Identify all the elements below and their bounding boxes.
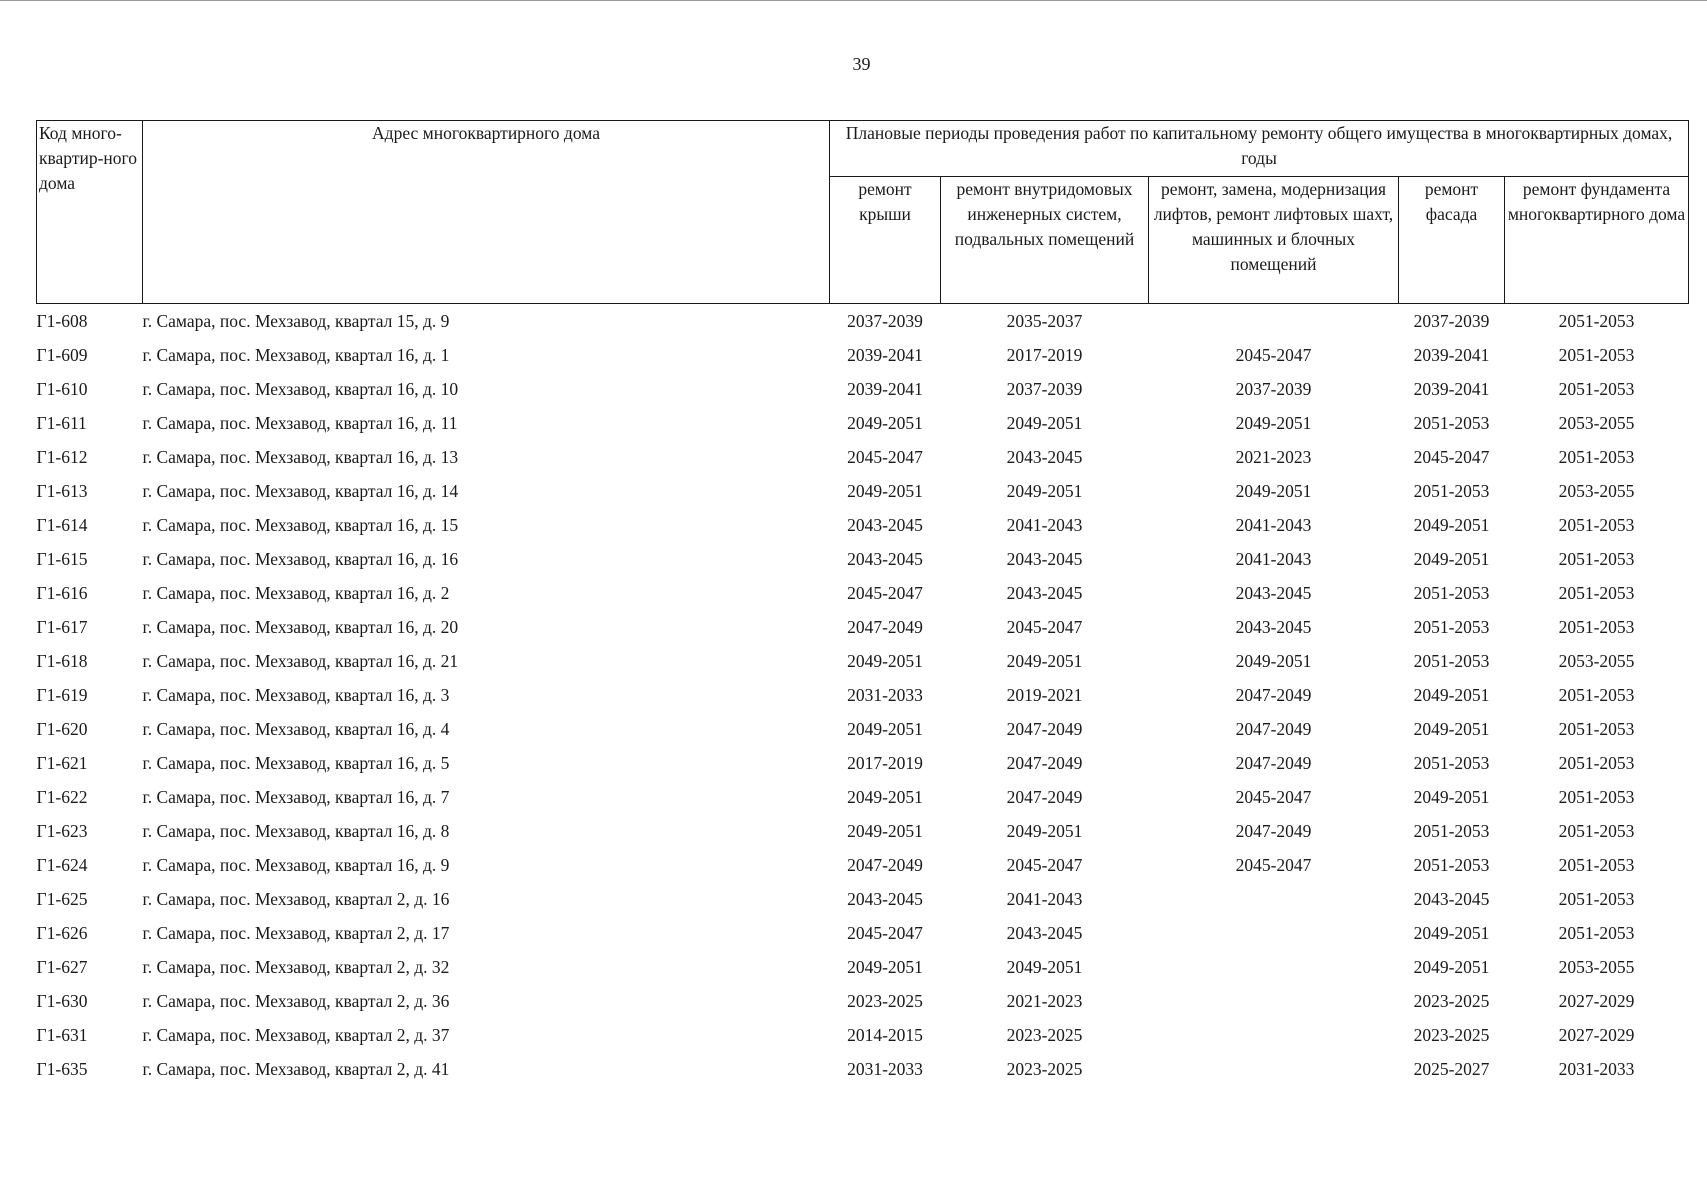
- cell-engineering: 2043-2045: [1006, 446, 1083, 467]
- cell-address: г. Самара, пос. Мехзавод, квартал 16, д. 7: [142, 786, 450, 807]
- cell-engineering: 2047-2049: [1006, 752, 1083, 773]
- cell-lifts: [1149, 950, 1399, 984]
- cell-address: г. Самара, пос. Мехзавод, квартал 16, д. 15: [142, 514, 459, 535]
- cell-facade: 2049-2051: [1413, 922, 1490, 943]
- cell-address: г. Самара, пос. Мехзавод, квартал 2, д. 17: [142, 922, 450, 943]
- cell-address: г. Самара, пос. Мехзавод, квартал 16, д. 9: [142, 854, 450, 875]
- cell-address: г. Самара, пос. Мехзавод, квартал 16, д. 1: [142, 344, 450, 365]
- cell-foundation: 2051-2053: [1558, 446, 1635, 467]
- cell-facade: 2025-2027: [1413, 1058, 1490, 1079]
- cell-engineering: 2049-2051: [1006, 820, 1083, 841]
- cell-address: г. Самара, пос. Мехзавод, квартал 16, д. 4: [142, 718, 450, 739]
- cell-lifts: 2049-2051: [1235, 412, 1312, 433]
- cell-foundation: 2051-2053: [1558, 378, 1635, 399]
- cell-facade: 2043-2045: [1413, 888, 1490, 909]
- cell-engineering: 2035-2037: [1006, 310, 1083, 331]
- cell-roof: 2049-2051: [847, 820, 923, 841]
- table-row: [37, 984, 1689, 1018]
- cell-facade: 2039-2041: [1413, 378, 1490, 399]
- cell-engineering: 2041-2043: [1006, 514, 1083, 535]
- cell-foundation: 2053-2055: [1558, 650, 1635, 671]
- cell-engineering: 2049-2051: [1006, 650, 1083, 671]
- cell-lifts: 2043-2045: [1235, 582, 1312, 603]
- cell-foundation: 2051-2053: [1558, 344, 1635, 365]
- table-row: [37, 338, 1689, 372]
- header-roof: ремонт крыши: [830, 177, 941, 304]
- table-row: [37, 508, 1689, 542]
- cell-facade: 2049-2051: [1413, 684, 1490, 705]
- table-row: [37, 1018, 1689, 1052]
- table-row: [37, 372, 1689, 406]
- cell-roof: 2049-2051: [847, 718, 923, 739]
- cell-address: г. Самара, пос. Мехзавод, квартал 16, д. 5: [142, 752, 450, 773]
- cell-lifts: 2047-2049: [1235, 684, 1312, 705]
- cell-foundation: 2051-2053: [1558, 582, 1635, 603]
- table-row: [37, 916, 1689, 950]
- cell-address: г. Самара, пос. Мехзавод, квартал 16, д. 20: [142, 616, 459, 637]
- cell-engineering: 2043-2045: [1006, 922, 1083, 943]
- cell-roof: 2049-2051: [847, 480, 923, 501]
- header-facade: ремонт фасада: [1399, 177, 1505, 304]
- cell-facade: 2051-2053: [1413, 650, 1490, 671]
- cell-facade: 2051-2053: [1413, 582, 1490, 603]
- cell-facade: 2023-2025: [1413, 990, 1490, 1011]
- header-lifts: ремонт, замена, модернизация лифтов, ремонт лифтовых шахт, машинных и блочных помещений: [1149, 177, 1399, 304]
- cell-lifts: [1149, 1052, 1399, 1086]
- cell-lifts: 2049-2051: [1235, 480, 1312, 501]
- cell-foundation: 2027-2029: [1558, 1024, 1635, 1045]
- table-row: [37, 950, 1689, 984]
- cell-foundation: 2053-2055: [1558, 956, 1635, 977]
- cell-code: Г1-620: [36, 718, 88, 739]
- page-number: 39: [852, 54, 871, 74]
- table-row: [37, 848, 1689, 882]
- cell-code: Г1-611: [36, 412, 87, 433]
- cell-roof: 2045-2047: [847, 446, 923, 467]
- cell-roof: 2039-2041: [847, 378, 923, 399]
- table-row: [37, 474, 1689, 508]
- cell-facade: 2023-2025: [1413, 1024, 1490, 1045]
- cell-code: Г1-627: [36, 956, 88, 977]
- cell-code: Г1-635: [36, 1058, 88, 1079]
- cell-lifts: 2041-2043: [1235, 548, 1312, 569]
- cell-foundation: 2053-2055: [1558, 412, 1635, 433]
- cell-foundation: 2053-2055: [1558, 480, 1635, 501]
- cell-facade: 2051-2053: [1413, 854, 1490, 875]
- cell-facade: 2051-2053: [1413, 616, 1490, 637]
- cell-roof: 2037-2039: [847, 310, 923, 331]
- cell-address: г. Самара, пос. Мехзавод, квартал 16, д. 11: [142, 412, 458, 433]
- cell-lifts: 2045-2047: [1235, 344, 1312, 365]
- table-row: [37, 712, 1689, 746]
- cell-code: Г1-615: [36, 548, 88, 569]
- cell-roof: 2049-2051: [847, 650, 923, 671]
- cell-foundation: 2051-2053: [1558, 718, 1635, 739]
- cell-engineering: 2047-2049: [1006, 718, 1083, 739]
- cell-roof: 2045-2047: [847, 922, 923, 943]
- cell-address: г. Самара, пос. Мехзавод, квартал 2, д. 41: [142, 1058, 450, 1079]
- cell-code: Г1-621: [36, 752, 88, 773]
- cell-foundation: 2051-2053: [1558, 820, 1635, 841]
- cell-facade: 2049-2051: [1413, 718, 1490, 739]
- cell-facade: 2039-2041: [1413, 344, 1490, 365]
- header-address: Адрес многоквартирного дома: [143, 121, 830, 304]
- cell-address: г. Самара, пос. Мехзавод, квартал 2, д. 32: [142, 956, 450, 977]
- cell-engineering: 2023-2025: [1006, 1024, 1083, 1045]
- cell-roof: 2039-2041: [847, 344, 923, 365]
- cell-lifts: [1149, 304, 1399, 339]
- cell-roof: 2049-2051: [847, 412, 923, 433]
- header-foundation: ремонт фундамента многоквартирного дома: [1505, 177, 1689, 304]
- cell-code: Г1-624: [36, 854, 88, 875]
- cell-code: Г1-610: [36, 378, 88, 399]
- cell-engineering: 2047-2049: [1006, 786, 1083, 807]
- table-row: [37, 814, 1689, 848]
- cell-engineering: 2037-2039: [1006, 378, 1083, 399]
- cell-roof: 2023-2025: [847, 990, 923, 1011]
- cell-lifts: 2047-2049: [1235, 820, 1312, 841]
- cell-address: г. Самара, пос. Мехзавод, квартал 16, д. 3: [142, 684, 450, 705]
- cell-lifts: 2049-2051: [1235, 650, 1312, 671]
- table-row: [37, 542, 1689, 576]
- cell-address: г. Самара, пос. Мехзавод, квартал 16, д. 16: [142, 548, 459, 569]
- cell-facade: 2049-2051: [1413, 514, 1490, 535]
- cell-roof: 2043-2045: [847, 548, 923, 569]
- table-row: [37, 304, 1689, 339]
- cell-address: г. Самара, пос. Мехзавод, квартал 16, д. 14: [142, 480, 459, 501]
- cell-code: Г1-618: [36, 650, 88, 671]
- cell-code: Г1-613: [36, 480, 88, 501]
- cell-lifts: 2021-2023: [1235, 446, 1312, 467]
- cell-engineering: 2043-2045: [1006, 582, 1083, 603]
- cell-lifts: 2047-2049: [1235, 752, 1312, 773]
- cell-engineering: 2049-2051: [1006, 480, 1083, 501]
- cell-foundation: 2027-2029: [1558, 990, 1635, 1011]
- table-row: [37, 644, 1689, 678]
- cell-code: Г1-609: [36, 344, 88, 365]
- cell-facade: 2051-2053: [1413, 752, 1490, 773]
- cell-code: Г1-622: [36, 786, 88, 807]
- header-code: Код много-квартир-ного дома: [37, 121, 143, 304]
- cell-roof: 2043-2045: [847, 888, 923, 909]
- cell-address: г. Самара, пос. Мехзавод, квартал 16, д. 21: [142, 650, 459, 671]
- cell-lifts: [1149, 882, 1399, 916]
- cell-address: г. Самара, пос. Мехзавод, квартал 2, д. 37: [142, 1024, 450, 1045]
- cell-address: г. Самара, пос. Мехзавод, квартал 16, д. 10: [142, 378, 459, 399]
- cell-roof: 2031-2033: [847, 684, 923, 705]
- cell-facade: 2051-2053: [1413, 412, 1490, 433]
- cell-code: Г1-608: [36, 310, 88, 331]
- cell-code: Г1-617: [36, 616, 88, 637]
- table-row: [37, 746, 1689, 780]
- cell-facade: 2051-2053: [1413, 820, 1490, 841]
- cell-foundation: 2051-2053: [1558, 548, 1635, 569]
- table-row: [37, 576, 1689, 610]
- cell-engineering: 2049-2051: [1006, 412, 1083, 433]
- table-body: [37, 304, 1689, 1087]
- cell-lifts: 2045-2047: [1235, 854, 1312, 875]
- header-planned-periods: Плановые периоды проведения работ по капитальному ремонту общего имущества в многоквартирных домах, годы: [830, 121, 1689, 177]
- cell-code: Г1-616: [36, 582, 88, 603]
- cell-facade: 2049-2051: [1413, 786, 1490, 807]
- cell-facade: 2045-2047: [1413, 446, 1490, 467]
- cell-engineering: 2045-2047: [1006, 616, 1083, 637]
- cell-roof: 2047-2049: [847, 616, 923, 637]
- cell-roof: 2014-2015: [847, 1024, 923, 1045]
- cell-facade: 2037-2039: [1413, 310, 1490, 331]
- cell-code: Г1-631: [36, 1024, 88, 1045]
- cell-address: г. Самара, пос. Мехзавод, квартал 16, д. 2: [142, 582, 450, 603]
- cell-code: Г1-623: [36, 820, 88, 841]
- cell-engineering: 2043-2045: [1006, 548, 1083, 569]
- cell-address: г. Самара, пос. Мехзавод, квартал 2, д. 36: [142, 990, 450, 1011]
- cell-foundation: 2051-2053: [1558, 752, 1635, 773]
- table-row: [37, 610, 1689, 644]
- cell-engineering: 2041-2043: [1006, 888, 1083, 909]
- cell-address: г. Самара, пос. Мехзавод, квартал 16, д. 8: [142, 820, 450, 841]
- cell-code: Г1-625: [36, 888, 88, 909]
- table-row: [37, 882, 1689, 916]
- cell-lifts: 2037-2039: [1235, 378, 1312, 399]
- cell-address: г. Самара, пос. Мехзавод, квартал 2, д. 16: [142, 888, 450, 909]
- cell-engineering: 2017-2019: [1006, 344, 1083, 365]
- top-rule: [0, 0, 1707, 1]
- cell-facade: 2049-2051: [1413, 548, 1490, 569]
- cell-lifts: 2043-2045: [1235, 616, 1312, 637]
- table-row: [37, 406, 1689, 440]
- cell-foundation: 2051-2053: [1558, 922, 1635, 943]
- cell-roof: 2047-2049: [847, 854, 923, 875]
- cell-foundation: 2051-2053: [1558, 854, 1635, 875]
- cell-address: г. Самара, пос. Мехзавод, квартал 15, д. 9: [142, 310, 450, 331]
- cell-foundation: 2051-2053: [1558, 514, 1635, 535]
- cell-roof: 2043-2045: [847, 514, 923, 535]
- cell-foundation: 2031-2033: [1558, 1058, 1635, 1079]
- header-engineering: ремонт внутридомовых инженерных систем, подвальных помещений: [941, 177, 1149, 304]
- repair-plan-table: [36, 120, 1689, 1086]
- cell-lifts: 2041-2043: [1235, 514, 1312, 535]
- cell-engineering: 2045-2047: [1006, 854, 1083, 875]
- cell-roof: 2017-2019: [847, 752, 923, 773]
- cell-lifts: [1149, 1018, 1399, 1052]
- cell-roof: 2049-2051: [847, 786, 923, 807]
- cell-engineering: 2019-2021: [1006, 684, 1083, 705]
- cell-code: Г1-626: [36, 922, 88, 943]
- cell-roof: 2045-2047: [847, 582, 923, 603]
- cell-foundation: 2051-2053: [1558, 684, 1635, 705]
- cell-roof: 2031-2033: [847, 1058, 923, 1079]
- cell-engineering: 2021-2023: [1006, 990, 1083, 1011]
- cell-facade: 2049-2051: [1413, 956, 1490, 977]
- cell-lifts: 2047-2049: [1235, 718, 1312, 739]
- cell-engineering: 2023-2025: [1006, 1058, 1083, 1079]
- cell-lifts: [1149, 916, 1399, 950]
- cell-code: Г1-630: [36, 990, 88, 1011]
- table-row: [37, 1052, 1689, 1086]
- cell-foundation: 2051-2053: [1558, 310, 1635, 331]
- cell-code: Г1-614: [36, 514, 88, 535]
- cell-roof: 2049-2051: [847, 956, 923, 977]
- cell-foundation: 2051-2053: [1558, 616, 1635, 637]
- cell-facade: 2051-2053: [1413, 480, 1490, 501]
- cell-foundation: 2051-2053: [1558, 786, 1635, 807]
- table-header: [37, 121, 1689, 304]
- cell-foundation: 2051-2053: [1558, 888, 1635, 909]
- table-row: [37, 780, 1689, 814]
- cell-engineering: 2049-2051: [1006, 956, 1083, 977]
- table-row: [37, 440, 1689, 474]
- cell-code: Г1-619: [36, 684, 88, 705]
- cell-lifts: [1149, 984, 1399, 1018]
- cell-lifts: 2045-2047: [1235, 786, 1312, 807]
- table-row: [37, 678, 1689, 712]
- cell-code: Г1-612: [36, 446, 88, 467]
- cell-address: г. Самара, пос. Мехзавод, квартал 16, д. 13: [142, 446, 459, 467]
